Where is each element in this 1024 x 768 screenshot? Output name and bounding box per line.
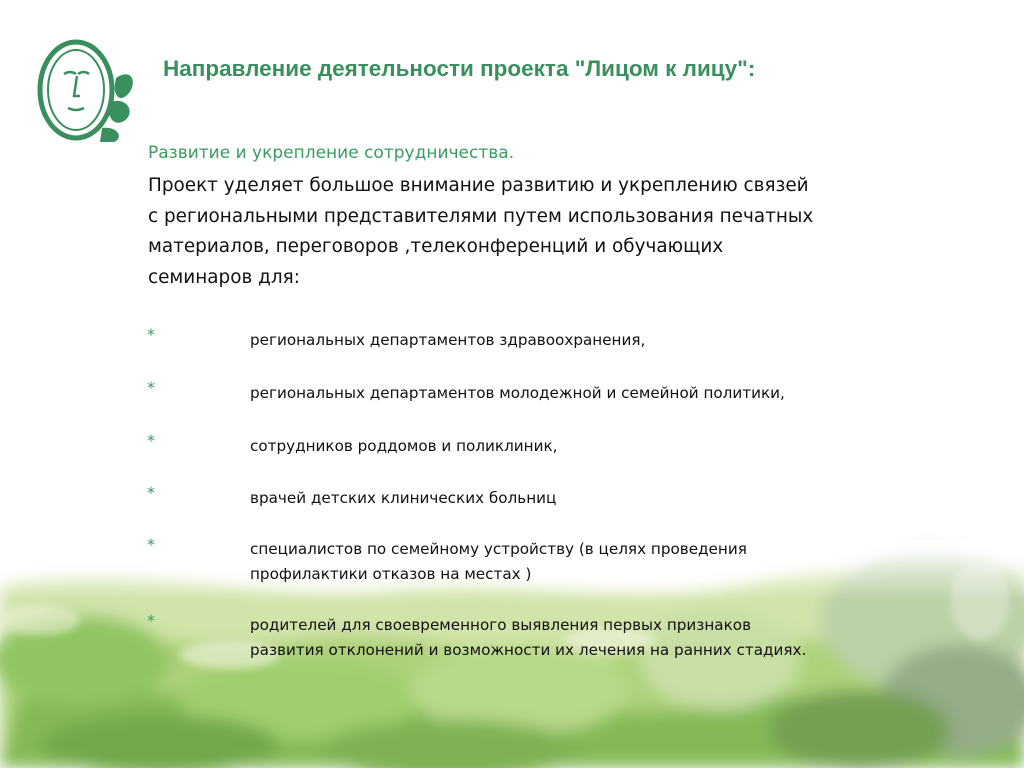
list-item-text: региональных департаментов молодежной и семейной политики, [250,384,785,402]
list-item [250,328,645,353]
bullet-marker: * [147,325,155,344]
list-item-text: развития отклонений и возможности их лечения на ранних стадиях. [250,640,807,659]
intro-line: семинаров для: [148,266,300,288]
bullet-marker: * [147,611,155,630]
slide-title: Направление деятельности проекта "Лицом к лицу": [163,56,756,81]
list-item-text: врачей детских клинических больниц [250,489,557,507]
list-item-text: родителей для своевременного выявления первых признаков [250,616,752,634]
bullet-marker: * [147,483,155,502]
intro-line: Проект уделяет большое внимание развитию и укреплению связей [148,175,809,196]
intro-paragraph [148,171,908,293]
bullet-marker: * [147,378,155,397]
list-item [250,381,785,406]
list-item-text: региональных департаментов здравоохранения, [250,331,646,349]
list-item [250,486,556,511]
face-with-leaves-logo-icon [34,38,144,142]
list-item [250,613,806,662]
list-item [250,434,557,459]
section-subtitle: Развитие и укрепление сотрудничества. [148,143,515,163]
bullet-marker: * [147,431,155,450]
intro-line: материалов, переговоров ,телеконференций и обучающих [148,236,724,257]
bullet-marker: * [147,535,155,554]
intro-line: с региональными представителями путем использования печатных [148,205,814,227]
list-item-text: профилактики отказов на местах ) [250,564,532,583]
list-item [250,537,747,586]
list-item-text: специалистов по семейному устройству (в целях проведения [250,540,747,558]
list-item-text: сотрудников роддомов и поликлиник, [250,437,558,455]
